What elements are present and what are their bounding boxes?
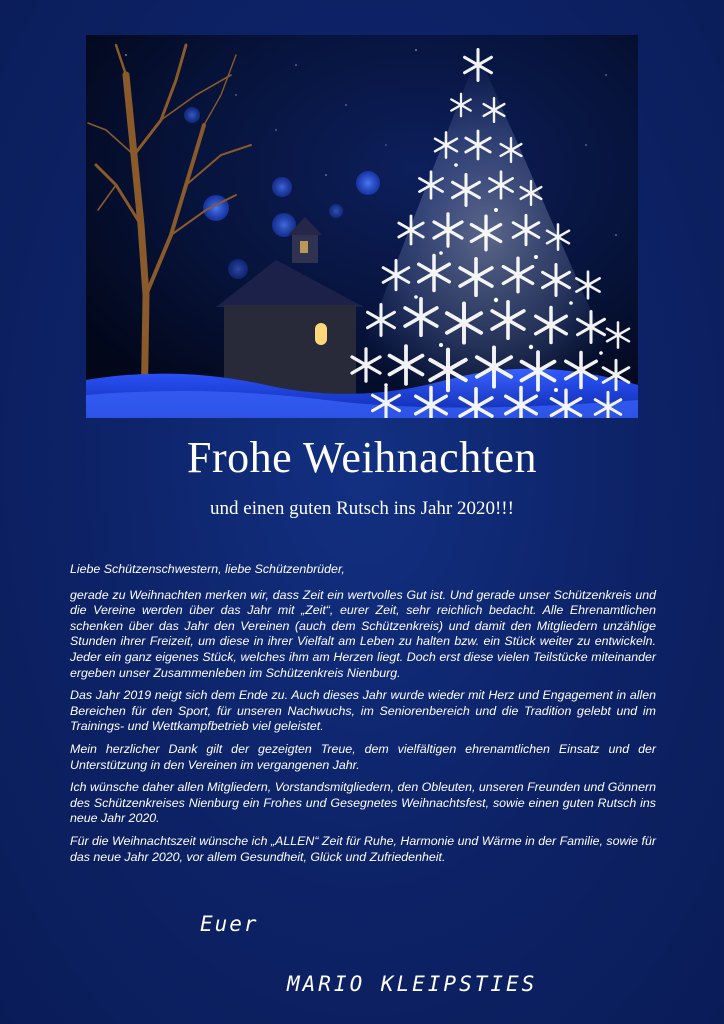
letter-paragraph: Das Jahr 2019 neigt sich dem Ende zu. Auch dieses Jahr wurde wieder mit Herz und Engagement in allen Bereichen für den Sport, für unseren Nachwuchs, im Seniorenbereich und die Tradition gelebt und im Trainings- und Wettkampfbetrieb viel geleistet. [70, 688, 656, 734]
letter-salutation: Liebe Schützenschwestern, liebe Schützenbrüder, [70, 562, 345, 576]
letter-paragraph: gerade zu Weihnachten merken wir, dass Zeit ein wertvolles Gut ist. Und gerade unser Schützenkreis und die Vereine werden über das Jahr mit „Zeit“, eurer Zeit, sehr reichlich bedacht. Alle Ehrenamtlichen schenken über das Jahr den Vereinen (auch dem Schützenkreis) und damit den Mitgliedern unzählige Stunden ihrer Freizeit, um diese in ihrer Vielfalt am Leben zu halten bzw. ein Stück weiter zu entwickeln. Jeder ein ganz eigenes Stück, welches ihm am Herzen liegt. Doch erst diese vielen Teilstücke miteinander ergeben unser Zusammenleben im Schützenkreis Nienburg. [70, 587, 656, 680]
letter-body [70, 562, 656, 872]
christmas-night-scene-icon [86, 35, 638, 418]
hero-image [86, 35, 638, 418]
letter-paragraph: Mein herzlicher Dank gilt der gezeigten Treue, dem vielfältigen ehrenamtlichen Einsatz und der Unterstützung in den Vereinen im vergangenen Jahr. [70, 741, 656, 772]
signature: MARIO KLEIPSTIES [287, 972, 538, 996]
greeting-subtitle: und einen guten Rutsch ins Jahr 2020!!! [210, 498, 514, 519]
letter-paragraph: Für die Weihnachtszeit wünsche ich „ALLEN“ Zeit für Ruhe, Harmonie und Wärme in der Familie, sowie für das neue Jahr 2020, vor allem Gesundheit, Glück und Zufriedenheit. [70, 833, 656, 864]
greeting-title: Frohe Weihnachten [187, 433, 537, 482]
letter-closing: Euer [200, 912, 259, 936]
letter-paragraph: Ich wünsche daher allen Mitgliedern, Vorstandsmitgliedern, den Obleuten, unseren Freunden und Gönnern des Schützenkreises Nienburg ein Frohes und Gesegnetes Weihnachtsfest, sowie einen guten Rutsch ins neue Jahr 2020. [70, 780, 656, 826]
